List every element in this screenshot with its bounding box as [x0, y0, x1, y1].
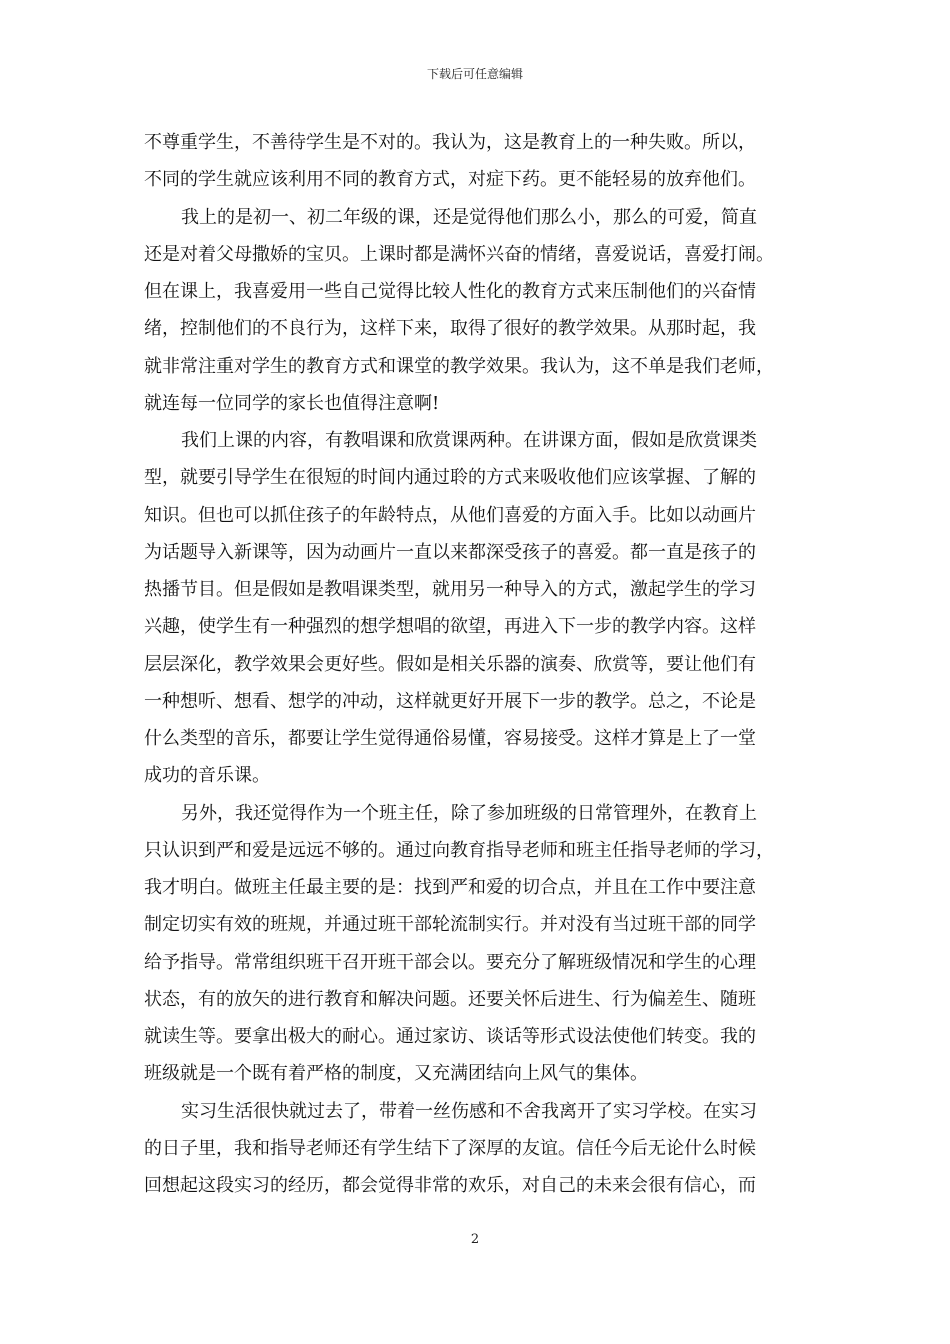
- text-line: 成功的音乐课。: [144, 765, 270, 787]
- text-line: 型，就要引导学生在很短的时间内通过聆的方式来吸收他们应该掌握、了解的: [144, 467, 756, 489]
- text-line: 还是对着父母撒娇的宝贝。上课时都是满怀兴奋的情绪，喜爱说话，喜爱打闹。: [144, 243, 774, 265]
- text-line: 一种想听、想看、想学的冲动，这样就更好开展下一步的教学。总之，不论是: [144, 690, 756, 712]
- page-header: 下载后可任意编辑: [426, 67, 523, 81]
- text-line: 我才明白。做班主任最主要的是：找到严和爱的切合点，并且在工作中要注意: [144, 877, 756, 898]
- text-line: 层层深化，教学效果会更好些。假如是相关乐器的演奏、欣赏等，要让他们有: [144, 653, 756, 675]
- text-line: 绪，控制他们的不良行为，这样下来，取得了很好的教学效果。从那时起，我: [144, 318, 756, 340]
- text-line: 不同的学生就应该利用不同的教育方式，对症下药。更不能轻易的放弃他们。: [144, 169, 756, 191]
- text-line: 什么类型的音乐，都要让学生觉得通俗易懂，容易接受。这样才算是上了一堂: [144, 728, 756, 749]
- text-line: 给予指导。常常组织班干召开班干部会以。要充分了解班级情况和学生的心理: [144, 951, 756, 973]
- text-line: 但在课上，我喜爱用一些自己觉得比较人性化的教育方式来压制他们的兴奋情: [144, 281, 756, 302]
- text-line: 就读生等。要拿出极大的耐心。通过家访、谈话等形式设法使他们转变。我的: [144, 1026, 756, 1047]
- text-line: 就非常注重对学生的教育方式和课堂的教学效果。我认为，这不单是我们老师，: [144, 355, 774, 377]
- text-line: 不尊重学生，不善待学生是不对的。我认为，这是教育上的一种失败。所以，: [144, 132, 756, 153]
- text-line: 我们上课的内容，有教唱课和欣赏课两种。在讲课方面，假如是欣赏课类: [181, 430, 757, 451]
- text-line: 知识。但也可以抓住孩子的年龄特点，从他们喜爱的方面入手。比如以动画片: [144, 504, 756, 526]
- document-body: [144, 124, 808, 1204]
- text-line: 回想起这段实习的经历，都会觉得非常的欢乐，对自己的未来会很有信心，而: [144, 1175, 756, 1196]
- text-line: 制定切实有效的班规，并通过班干部轮流制实行。并对没有当过班干部的同学: [144, 914, 756, 936]
- page-number: 2: [470, 1232, 480, 1247]
- text-line: 班级就是一个既有着严格的制度，又充满团结向上风气的集体。: [144, 1063, 648, 1085]
- text-line: 实习生活很快就过去了，带着一丝伤感和不舍我离开了实习学校。在实习: [181, 1100, 757, 1122]
- text-line: 兴趣，使学生有一种强烈的想学想唱的欲望，再进入下一步的教学内容。这样: [144, 616, 756, 638]
- text-line: 只认识到严和爱是远远不够的。通过向教育指导老师和班主任指导老师的学习，: [144, 839, 774, 861]
- text-line: 的日子里，我和指导老师还有学生结下了深厚的友谊。信任今后无论什么时候: [144, 1137, 756, 1159]
- text-line: 状态，有的放矢的进行教育和解决问题。还要关怀后进生、行为偏差生、随班: [144, 988, 756, 1010]
- text-line: 热播节目。但是假如是教唱课类型，就用另一种导入的方式，激起学生的学习: [144, 579, 756, 600]
- text-line: 就连每一位同学的家长也值得注意啊!: [144, 392, 440, 414]
- text-line: 我上的是初一、初二年级的课，还是觉得他们那么小，那么的可爱，简直: [181, 206, 757, 228]
- text-line: 另外，我还觉得作为一个班主任，除了参加班级的日常管理外，在教育上: [181, 802, 757, 824]
- text-line: 为话题导入新课等，因为动画片一直以来都深受孩子的喜爱。都一直是孩子的: [144, 541, 756, 563]
